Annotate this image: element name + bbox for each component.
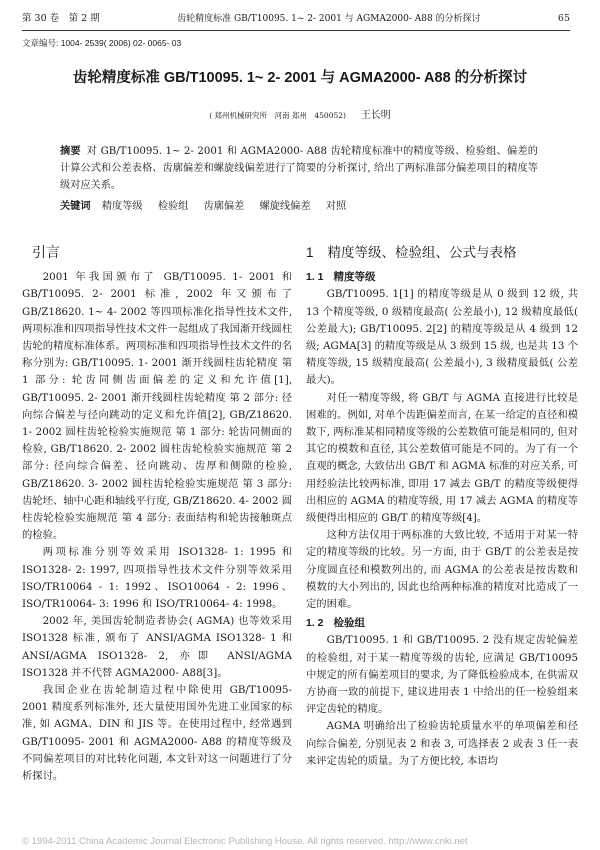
section-number: 1 xyxy=(306,245,314,260)
subsection-title-text: 检验组 xyxy=(333,617,366,630)
keyword: 精度等级 xyxy=(101,201,143,212)
abstract xyxy=(60,143,538,194)
page-number: 65 xyxy=(557,13,570,24)
author-line xyxy=(0,106,600,121)
running-title: 齿轮精度标准 GB/T10095. 1~ 2- 2001 与 AGMA2000- A88 的分析探讨 xyxy=(177,14,481,24)
right-column xyxy=(306,232,578,770)
paragraph: 这种方法仅用于两标准的大致比较, 不适用于对某一特定的精度等级的比较。另一方面, 由于 GB/T 的公差表是按分度圆直径和模数列出的, 而 AGMA 的公差表是按齿数和模数的大小列出的, 因此也给两种标准的精度对比造成了一定的困难。 xyxy=(306,529,578,611)
subsection-title-1-2 xyxy=(306,615,578,632)
subsection-number: 1. 2 xyxy=(306,617,324,630)
section-title-intro: 引言 xyxy=(32,244,60,260)
article-number: 文章编号: 1004- 2539( 2006) 02- 0065- 03 xyxy=(22,38,182,48)
paragraph: GB/T10095. 1 和 GB/T10095. 2 没有规定齿轮偏差的检验组, 对于某一精度等级的齿轮, 应满足 GB/T10095 中规定的所有偏差项目的要求, 为了降低检验成本, 在供需双方协商一致的前提下, 建议进用表 1 中给出的任一检验组来评定齿轮的精度。 xyxy=(306,634,578,716)
keyword: 对照 xyxy=(325,201,347,212)
keyword: 螺旋线偏差 xyxy=(259,201,311,212)
keyword: 检验组 xyxy=(157,201,189,212)
paragraph: 2002 年, 美国齿轮制造者协会( AGMA) 也等效采用 ISO1328 标准, 颁布了 ANSI/AGMA ISO1328- 1 和 ANSI/AGMA ISO1328- 2, 亦即 ANSI/AGMA ISO1328 并不代替 AGMA2000- A88[3]。 xyxy=(22,615,292,679)
keywords xyxy=(60,198,538,215)
paragraph: AGMA 明确给出了检验齿轮质量水平的单项偏差和径向综合偏差, 分别见表 2 和表 3, 可选择表 2 或表 3 任一表来评定齿轮的质量。为了方便比较, 本语均 xyxy=(306,720,578,767)
subsection-title-text: 精度等级 xyxy=(333,271,376,284)
author-name: 王长明 xyxy=(360,110,391,121)
keywords-label: 关键词 xyxy=(60,201,91,212)
section-title-1 xyxy=(306,244,578,261)
volume-issue: 第 30 卷 第 2 期 xyxy=(22,13,100,24)
paragraph: GB/T10095. 1[1] 的精度等级是从 0 级到 12 级, 共 13 个精度等级, 0 级精度最高( 公差最小), 12 级精度最低( 公差最大); GB/T10095. 2[2] 的精度等级是从 4 级到 12 级; AGMA[3] 的精度等级是从 3 级到 15 级, 也是共 13 个精度等级, 15 级精度最高( 公差最小), 3 级精度最低( 公差最大)。 xyxy=(306,288,578,387)
subsection-number: 1. 1 xyxy=(306,271,324,284)
copyright-footer: © 1994-2011 China Academic Journal Electronic Publishing House. All rights reserved. http://www.cnki.net xyxy=(22,836,468,847)
section-title-text: 精度等级、检验组、公式与表格 xyxy=(327,245,517,260)
paragraph: 两项标准分别等效采用 ISO1328- 1: 1995 和 ISO1328- 2: 1997, 四项指导性技术文件分别等效采用 ISO/TR10064 - 1: 1992、ISO10064 - 2: 1996、ISO/TR10064- 3: 1996 和 ISO/TR10064- 4: 1998。 xyxy=(22,546,292,611)
paragraph: 对任一精度等级, 将 GB/T 与 AGMA 直接进行比较是困难的。例如, 对单个齿距偏差而言, 在某一给定的直径和模数下, 两标准某相同精度等级的公差数值可能是相同的, 但对其它的模数和直径, 其公差数值可能是不同的。为了有一个直观的概念, 大致估出 GB/T 和 AGMA 标准的对应关系, 可用经验法比较两标准, 即用 17 减去 GB/T 的精度等级便得出相应的 AGMA 的精度等级, 用 17 减去 AGMA 的精度等级便得出相应的 GB/T 的精度等级[4]。 xyxy=(306,391,578,525)
left-column xyxy=(22,232,292,785)
author-affiliation: ( 郑州机械研究所 河南 郑州 450052) xyxy=(209,111,346,120)
paragraph: 我国企业在齿轮制造过程中除使用 GB/T10095- 2001 精度系列标准外, 还大量使用国外先进工业国家的标准, 如 AGMA、DIN 和 JIS 等。在使用过程中, 经常遇到 GB/T10095- 2001 和 AGMA2000- A88 的精度等级及不同偏差项目的对比转化问题, 本文针对这一问题进行了分析探讨。 xyxy=(22,684,292,783)
keyword: 齿廓偏差 xyxy=(203,201,245,212)
running-header xyxy=(22,8,570,31)
subsection-title-1-1 xyxy=(306,269,578,286)
abstract-label: 摘要 xyxy=(60,146,81,157)
article-title: 齿轮精度标准 GB/T10095. 1~ 2- 2001 与 AGMA2000- A88 的分析探讨 xyxy=(72,70,528,86)
paragraph: 2001 年我国颁布了 GB/T10095. 1- 2001 和 GB/T10095. 2- 2001 标准, 2002 年又颁布了 GB/Z18620. 1~ 4- 2002 等四项标准化指导性技术文件, 两项标准和四项指导性技术文件一起组成了我国渐开线圆柱齿轮的精度标准体系。两项标准和四项指导性技术文件的名称分别为: GB/T10095. 1- 2001 渐开线圆柱齿轮精度 第 1 部分: 轮齿同侧齿面偏差的定义和允许值[1], GB/T10095. 2- 2001 渐开线圆柱齿轮精度 第 2 部分: 径向综合偏差与径向跳动的定义和允许值[2], GB/Z18620. 1- 2002 圆柱齿轮检验实施规范 第 1 部分: 轮齿同侧面的检验, GB/T18620. 2- 2002 圆柱齿轮检验实施规范 第 2 部分: 径向综合偏差、径向跳动、齿厚和侧隙的检验, GB/Z18620. 3- 2002 圆柱齿轮检验实施规范 第 3 部分: 齿轮坯、轴中心距和轴线平行度, GB/Z18620. 4- 2002 圆柱齿轮检验实施规范 第 4 部分: 表面结构和轮齿接触斑点的检验。 xyxy=(22,271,292,542)
abstract-text: 对 GB/T10095. 1~ 2- 2001 和 AGMA2000- A88 齿轮精度标准中的精度等级、检验组、偏差的计算公式和公差表格、齿廓偏差和螺旋线偏差进行了简要的分析探讨, 给出了两标准部分偏差项目的精度等级对应关系。 xyxy=(60,146,538,191)
